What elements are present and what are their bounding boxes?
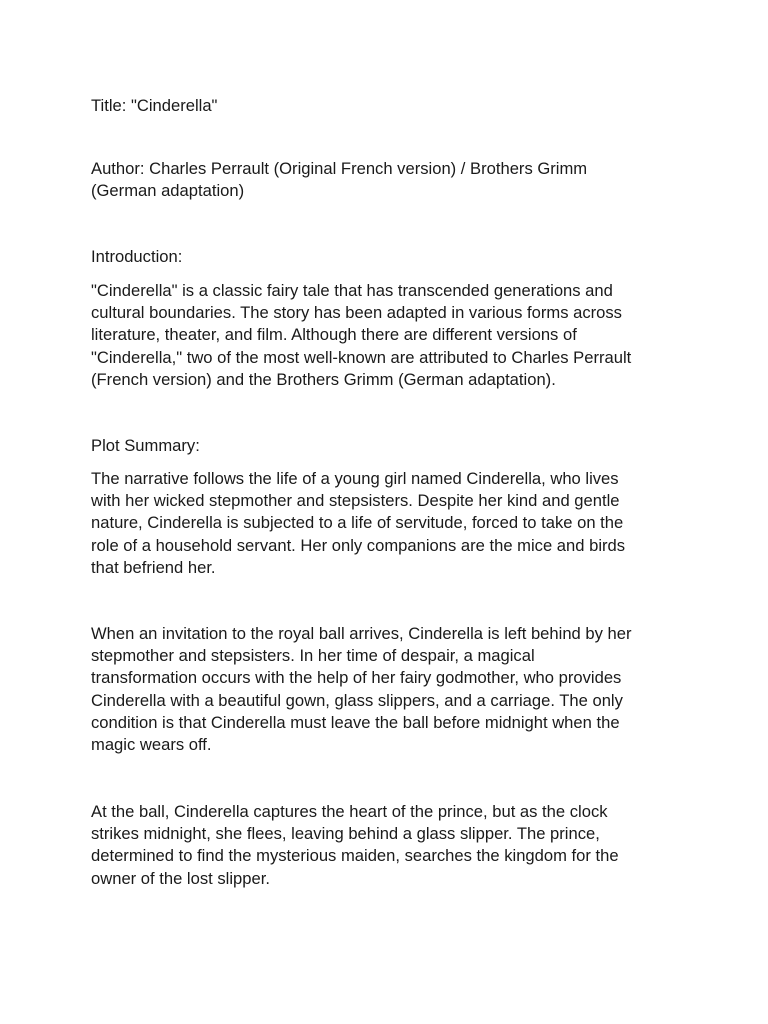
title-line: Title: "Cinderella" bbox=[91, 96, 218, 115]
paragraph-line: with her wicked stepmother and stepsisters. Despite her kind and gentle bbox=[91, 491, 620, 511]
paragraph-line: At the ball, Cinderella captures the heart of the prince, but as the clock bbox=[91, 802, 608, 821]
author-line: Author: Charles Perrault (Original French version) / Brothers Grimm bbox=[91, 159, 588, 178]
paragraph-line: determined to find the mysterious maiden, searches the kingdom for the bbox=[91, 846, 619, 866]
paragraph-line: cultural boundaries. The story has been adapted in various forms across bbox=[91, 303, 622, 323]
author-line: (German adaptation) bbox=[91, 181, 245, 201]
paragraph-line: "Cinderella," two of the most well-known are attributed to Charles Perrault bbox=[91, 347, 632, 367]
paragraph-line: magic wears off. bbox=[91, 735, 212, 755]
paragraph-line: strikes midnight, she flees, leaving behind a glass slipper. The prince, bbox=[91, 824, 600, 844]
plot-paragraph-1 bbox=[91, 468, 691, 579]
paragraph-line: that befriend her. bbox=[91, 557, 216, 577]
plot-paragraph-2 bbox=[91, 623, 691, 756]
paragraph-line: owner of the lost slipper. bbox=[91, 868, 270, 888]
paragraph-line: The narrative follows the life of a young girl named Cinderella, who lives bbox=[91, 469, 619, 488]
paragraph-line: When an invitation to the royal ball arrives, Cinderella is left behind by her bbox=[91, 624, 632, 643]
paragraph-line: stepmother and stepsisters. In her time of despair, a magical bbox=[91, 646, 535, 666]
paragraph-line: Cinderella with a beautiful gown, glass slippers, and a carriage. The only bbox=[91, 690, 623, 710]
paragraph-line: (French version) and the Brothers Grimm (German adaptation). bbox=[91, 369, 556, 389]
paragraph-line: "Cinderella" is a classic fairy tale that has transcended generations and bbox=[91, 281, 613, 300]
paragraph-line: role of a household servant. Her only companions are the mice and birds bbox=[91, 535, 626, 555]
author-block bbox=[91, 158, 691, 202]
paragraph-line: transformation occurs with the help of her fairy godmother, who provides bbox=[91, 668, 622, 688]
paragraph-line: nature, Cinderella is subjected to a life of servitude, forced to take on the bbox=[91, 513, 624, 533]
paragraph-line: literature, theater, and film. Although there are different versions of bbox=[91, 325, 577, 345]
plot-summary-heading: Plot Summary: bbox=[91, 436, 200, 455]
plot-paragraph-3 bbox=[91, 801, 691, 890]
paragraph-line: condition is that Cinderella must leave the ball before midnight when the bbox=[91, 712, 620, 732]
introduction-paragraph bbox=[91, 280, 691, 391]
introduction-heading: Introduction: bbox=[91, 247, 183, 266]
